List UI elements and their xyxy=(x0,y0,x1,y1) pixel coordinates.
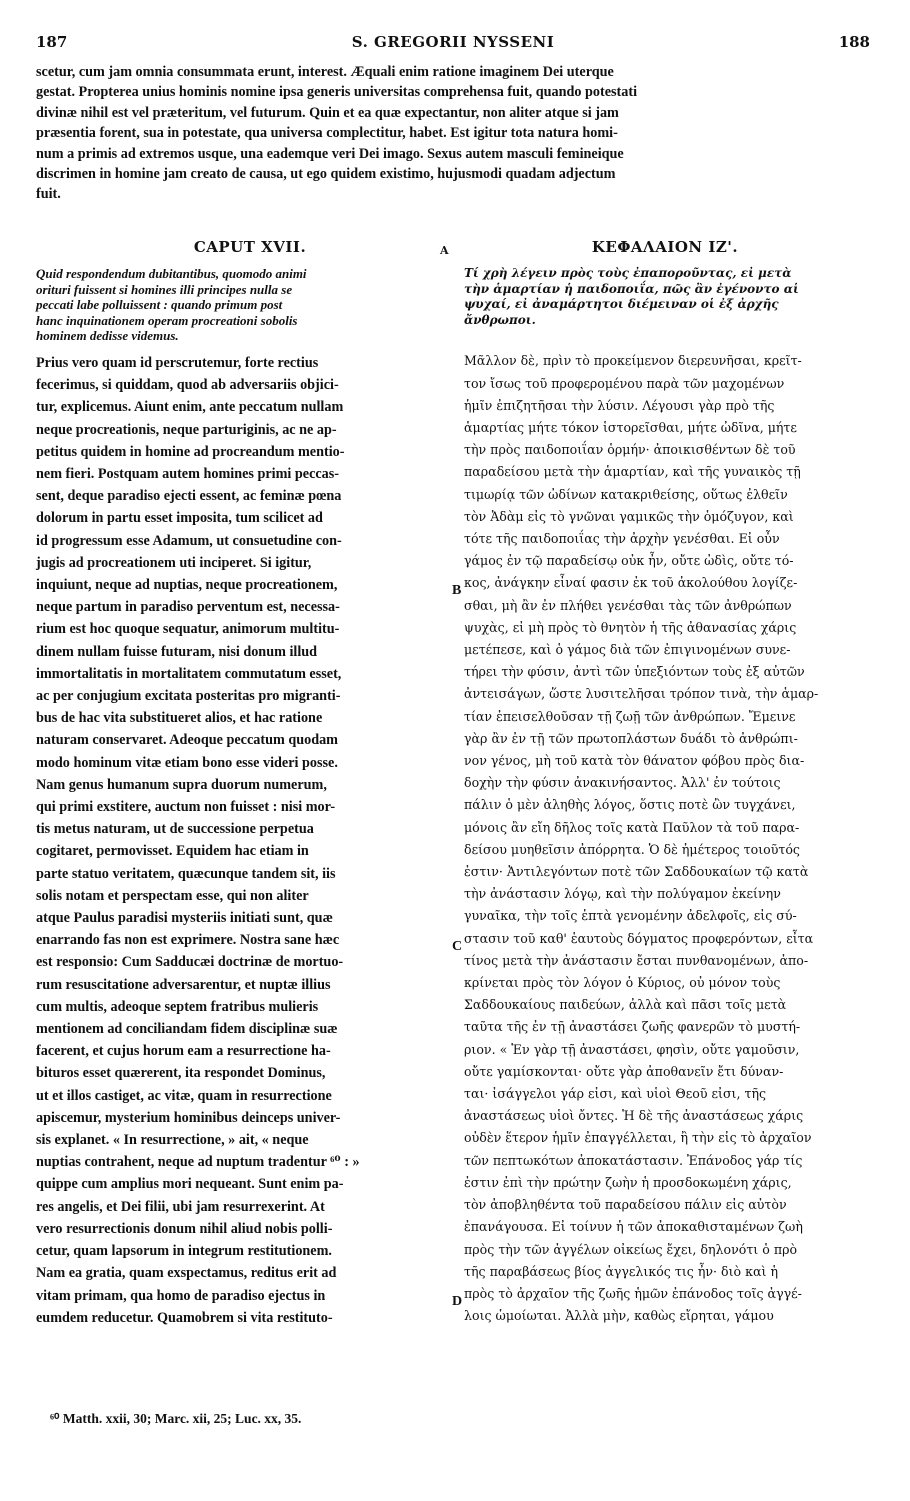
greek-text-line: τήρει τὴν φύσιν, ἀντὶ τῶν ὑπεξιόντων τοὺς ἐξ αὐτῶν xyxy=(464,664,805,680)
latin-text-line: rum resuscitatione adversarentur, et nuptæ illius xyxy=(36,976,331,993)
intro-line: scetur, cum jam omnia consummata erunt, interest. Æquali enim ratione imaginem Dei uterque xyxy=(36,64,614,80)
intro-paragraph xyxy=(36,62,871,205)
latin-summary-line: hanc inquinationem operam procreationi sobolis xyxy=(36,312,298,328)
latin-text-line: petitus quidem in homine ad procreandum mentio- xyxy=(36,443,345,460)
latin-summary-line: hominem dedisse videmus. xyxy=(36,328,179,344)
greek-summary-line: Τί χρὴ λέγειν πρὸς τοὺς ἐπαποροῦντας, εἰ μετὰ xyxy=(464,266,792,280)
latin-chapter-heading: CAPUT XVII. xyxy=(193,238,307,256)
greek-text-line: Μᾶλλον δὲ, πρὶν τὸ προκείμενον διερευνῆσαι, κρεῖτ- xyxy=(464,353,802,369)
latin-text-line: cum multis, adeoque septem fratribus mulieris xyxy=(36,998,319,1015)
latin-text-line: jugis ad procreationem uti inciperet. Si igitur, xyxy=(36,554,312,571)
greek-text-line: ἁμαρτίας μήτε τόκον ἱστορεῖσθαι, μήτε ὠδῖνα, μήτε xyxy=(464,419,797,435)
latin-text-line: eumdem reducetur. Quamobrem si vita restituto- xyxy=(36,1309,333,1326)
greek-text-line: τίαν ἐπεισελθοῦσαν τῇ ζωῇ τῶν ἀνθρώπων. Ἔμεινε xyxy=(464,708,796,724)
greek-text-line: στασιν τοῦ καθ' ἑαυτοὺς δόγματος προφερόντων, εἶτα xyxy=(464,930,814,946)
greek-text-line: τίνος μετὰ τὴν ἀνάστασιν ἔσται πυνθανομένων, ἀπο- xyxy=(464,952,809,968)
latin-text-line: sis explanet. « In resurrectione, » ait, « neque xyxy=(36,1132,309,1149)
latin-text-line: immortalitatis in mortalitatem commutatum esset, xyxy=(36,665,342,682)
latin-text-line: id progressum esse Adamum, ut consuetudine con- xyxy=(36,532,342,549)
greek-column xyxy=(464,266,874,1327)
greek-text-line: γὰρ ἂν ἐν τῇ τῶν πρωτοπλάστων δυάδι τὸ ἀνθρώπι- xyxy=(464,730,798,746)
latin-text-line: cetur, quam lapsorum in integrum restitutionem. xyxy=(36,1243,332,1260)
greek-text-line: τὸν Ἀδὰμ εἰς τὸ γνῶναι γαμικῶς τὴν ὁμόζυγον, καὶ xyxy=(464,508,794,524)
latin-text-line: Nam genus humanum supra duorum numerum, xyxy=(36,776,327,793)
greek-text-line: τὴν ἀνάστασιν λόγῳ, καὶ τὴν πολύγαμον ἐκείνην xyxy=(464,886,781,902)
latin-text-line: dinem nullam fuisse futuram, nisi donum illud xyxy=(36,643,318,660)
greek-summary-line: ψυχαί, εἰ ἀναμάρτητοι διέμειναν οἱ ἐξ ἀρχῆς xyxy=(464,297,779,312)
latin-text-line: mentionem ad conciliandam fidem disciplinæ suæ xyxy=(36,1021,338,1038)
latin-text-line: quippe cum amplius mori nequeant. Sunt enim pa- xyxy=(36,1176,344,1193)
greek-text-line: σθαι, μὴ ἂν ἐν πλήθει γενέσθαι τὰς τῶν ἀνθρώπων xyxy=(464,597,792,613)
greek-text-line: δοχὴν τὴν φύσιν ἀνακινήσαντος. Ἀλλ' ἐν τούτοις xyxy=(464,775,781,791)
latin-text-line: parte statuo veritatem, quæcunque tandem sit, iis xyxy=(36,865,336,882)
greek-text-line: τον ἴσως τοῦ προφερομένου παρὰ τῶν μαχομένων xyxy=(464,375,785,391)
running-title: S. GREGORII NYSSENI xyxy=(351,33,555,51)
latin-text-line: est responsio: Cum Sadducæi doctrinæ de mortuo- xyxy=(36,954,344,971)
greek-text-line: γυναῖκα, τὴν τοῖς ἑπτὰ γενομένην ἀδελφοῖς, εἰς σύ- xyxy=(464,908,797,924)
greek-text-line: τῶν πεπτωκότων ἀποκατάστασιν. Ἐπάνοδος γάρ τίς xyxy=(464,1152,803,1168)
latin-text-line: vero resurrectionis donum nihil aliud nobis polli- xyxy=(36,1220,333,1237)
latin-text-line: fecerimus, si quiddam, quod ab adversariis objici- xyxy=(36,377,339,394)
latin-text-line: cogitaret, permovisset. Equidem hac etiam in xyxy=(36,843,309,860)
greek-text-line: μετέπεσε, καὶ ὁ γάμος διὰ τῶν ἐπιγινομένων συνε- xyxy=(464,642,791,658)
greek-text-line: ψυχὰς, εἰ μὴ πρὸς τὸ θνητὸν ἡ τῆς ἀθανασίας χάρις xyxy=(464,619,797,635)
greek-text-line: πρὸς τὸ ἀρχαῖον τῆς ζωῆς ἡμῶν ἐπάνοδος τοῖς ἀγγέ- xyxy=(464,1285,802,1301)
latin-text-line: facerent, et cujus horum eam a resurrectione ha- xyxy=(36,1043,331,1060)
greek-text-line: τιμωρίᾳ τῶν ὠδίνων κατακριθείσης, οὕτως ἐλθεῖν xyxy=(464,486,788,502)
greek-summary-line: ἄνθρωποι. xyxy=(464,312,536,327)
greek-text-line: ται· ἰσάγγελοι γάρ εἰσι, καὶ υἱοὶ Θεοῦ εἰσι, τῆς xyxy=(464,1086,767,1102)
margin-letter-a: A xyxy=(440,244,449,257)
greek-summary xyxy=(464,266,874,328)
intro-line: gestat. Propterea unius hominis nomine ipsa generis universitas comprehensa fuit, quando potestati xyxy=(36,84,638,101)
greek-text-line: ἐστιν ἐπὶ τὴν πρώτην ζωὴν ἡ προσδοκωμένη χάρις, xyxy=(464,1174,792,1190)
greek-summary-line: τὴν ἁμαρτίαν ἡ παιδοποιΐα, πῶς ἂν ἐγένοντο αἱ xyxy=(464,281,799,296)
left-page-number: 187 xyxy=(36,33,68,51)
latin-text-line: tis metus naturam, ut de successione perpetua xyxy=(36,821,314,838)
latin-text-line: nuptias contrahent, neque ad nuptum tradentur ⁶⁰ : » xyxy=(36,1154,360,1171)
greek-text-line: πρὸς τὴν τῶν ἀγγέλων οἰκείως ἔχει, δηλονότι ὁ πρὸ xyxy=(464,1241,798,1257)
latin-text-line: inquiunt, neque ad nuptias, neque procreationem, xyxy=(36,577,338,593)
latin-summary-line: orituri fuissent si homines illi principes nulla se xyxy=(36,281,293,297)
latin-text-line: res angelis, et Dei filii, ubi jam resurrexerint. At xyxy=(36,1198,325,1215)
footnote: ⁶⁰ Matth. xxii, 30; Marc. xii, 25; Luc. xx, 35. xyxy=(50,1411,302,1426)
greek-text-line: ἐστιν· Ἀντιλεγόντων ποτὲ τῶν Σαδδουκαίων τῷ κατὰ xyxy=(464,864,809,880)
greek-body xyxy=(464,350,874,1327)
greek-text-line: τῆς παραβάσεως βίος ἀγγελικός τις ἦν· διὸ καὶ ἡ xyxy=(464,1263,778,1279)
greek-text-line: παραδείσου μετὰ τὴν ἁμαρτίαν, καὶ τῆς γυναικὸς τῇ xyxy=(464,464,801,480)
margin-letter-b: B xyxy=(452,583,462,598)
latin-summary-line: Quid respondendum dubitantibus, quomodo animi xyxy=(36,266,307,281)
margin-letter-c: C xyxy=(452,939,463,954)
latin-text-line: qui primi exstitere, auctum non fuisset : nisi mor- xyxy=(36,799,336,816)
latin-text-line: nem fieri. Postquam autem homines primi peccas- xyxy=(36,465,340,482)
greek-text-line: ἀναστάσεως υἱοὶ ὄντες. Ἡ δὲ τῆς ἀναστάσεως χάρις xyxy=(464,1108,804,1124)
intro-line: discrimen in homine jam creato de causa, ut ego quidem existimo, hujusmodi quadam adjectum xyxy=(36,166,616,183)
latin-text-line: enarrando fas non est exprimere. Nostra sane hæc xyxy=(36,932,340,949)
latin-column xyxy=(36,266,446,1329)
latin-body xyxy=(36,352,446,1329)
latin-text-line: solis notam et perspectam esse, qui non aliter xyxy=(36,887,309,904)
margin-letter-d: D xyxy=(452,1294,463,1309)
greek-text-line: ἀντεισάγων, ὥστε λυσιτελῆσαι τρόπον τινὰ, τὴν ἁμαρ- xyxy=(464,686,819,702)
latin-text-line: ac per conjugium excitata posteritas pro migranti- xyxy=(36,688,341,705)
greek-text-line: τὸν ἀποβληθέντα τοῦ παραδείσου πάλιν εἰς αὐτὸν xyxy=(464,1197,787,1213)
latin-text-line: naturam conservaret. Adeoque peccatum quodam xyxy=(36,732,338,749)
greek-text-line: πάλιν ὁ μὲν ἀληθὴς λόγος, ὅστις ποτὲ ὢν τυγχάνει, xyxy=(464,797,796,813)
greek-text-line: οὔτε γαμίσκονται· οὔτε γὰρ ἀποθανεῖν ἔτι δύναν- xyxy=(464,1063,784,1079)
greek-text-line: Σαδδουκαίους παιδεύων, ἀλλὰ καὶ πᾶσι τοῖς μετὰ xyxy=(464,997,787,1013)
greek-text-line: δείσου μυηθεῖσιν ἀπόρρητα. Ὁ δὲ ἡμέτερος τοιοῦτός xyxy=(464,841,800,857)
latin-text-line: modo hominum vitæ etiam bono esse videri posse. xyxy=(36,754,338,771)
latin-text-line: vitam primam, qua homo de paradiso ejectus in xyxy=(36,1287,326,1304)
latin-text-line: tur, explicemus. Aiunt enim, ante peccatum nullam xyxy=(36,399,344,416)
latin-text-line: neque procreationis, neque parturiginis, ac ne ap- xyxy=(36,421,337,438)
greek-text-line: νον γένος, μὴ τοῦ κατὰ τὸν θάνατον φόβου πρὸς δια- xyxy=(464,753,805,769)
greek-text-line: ἐπανάγουσα. Εἰ τοίνυν ἡ τῶν ἀποκαθισταμένων ζωὴ xyxy=(464,1219,803,1235)
latin-text-line: apiscemur, mysterium hominibus deinceps univer- xyxy=(36,1109,341,1126)
latin-text-line: sent, deque paradiso ejecti essent, ac feminæ pœna xyxy=(36,488,342,505)
greek-chapter-heading: ΚΕΦΑΛΑΙΟΝ ΙΖ'. xyxy=(591,238,739,256)
latin-text-line: dolorum in partu esset imposita, tum scilicet ad xyxy=(36,510,323,527)
greek-text-line: ταῦτα τῆς ἐν τῇ ἀναστάσει ζωῆς φανερῶν τὸ μυστή- xyxy=(464,1019,801,1035)
latin-text-line: neque partum in paradiso perventum est, necessa- xyxy=(36,599,340,616)
greek-text-line: κος, ἀνάγκην εἶναί φασιν ἐκ τοῦ ἀκολούθου λογίζε- xyxy=(464,575,798,591)
latin-text-line: bituros esset quærerent, ita respondet Dominus, xyxy=(36,1065,326,1082)
greek-text-line: γάμος ἐν τῷ παραδείσῳ οὐκ ἦν, οὔτε ὠδὶς, οὔτε τό- xyxy=(464,553,794,569)
intro-line: præsentia forent, sua in potestate, qua universa complectitur, habet. Est igitur tota natura homi- xyxy=(36,125,618,142)
greek-text-line: τὴν πρὸς παιδοποιΐαν ὁρμήν· ἀποικισθέντων δὲ τοῦ xyxy=(464,442,796,458)
latin-text-line: rium est hoc quoque sequatur, animorum multitu- xyxy=(36,621,340,638)
latin-text-line: Prius vero quam id perscrutemur, forte rectius xyxy=(36,354,319,371)
greek-text-line: ριον. « Ἐν γὰρ τῇ ἀναστάσει, φησὶν, οὔτε γαμοῦσιν, xyxy=(464,1041,800,1057)
greek-text-line: λοις ὡμοίωται. Ἀλλὰ μὴν, καθὼς εἴρηται, γάμου xyxy=(464,1308,774,1324)
intro-line: divinæ nihil est vel præteritum, vel futurum. Quin et ea quæ expectantur, non aliter atque si jam xyxy=(36,104,619,121)
running-header xyxy=(36,33,870,55)
latin-summary xyxy=(36,266,446,344)
greek-text-line: τότε τῆς παιδοποιΐας τὴν ἀρχὴν γενέσθαι. Εἰ οὖν xyxy=(464,531,780,546)
intro-line: fuit. xyxy=(36,186,61,203)
latin-summary-line: peccati labe polluissent : quando primum post xyxy=(36,297,283,313)
greek-text-line: κρίνεται πρὸς τὸν λόγον ὁ Κύριος, οὐ μόνον τοὺς xyxy=(464,975,781,991)
latin-text-line: Nam ea gratia, quam exspectamus, reditus erit ad xyxy=(36,1265,337,1282)
latin-text-line: atque Paulus paradisi mysteriis initiati sunt, quæ xyxy=(36,910,333,927)
latin-text-line: bus de hac vita substitueret alios, et hac ratione xyxy=(36,710,323,727)
greek-text-line: οὐδὲν ἕτερον ἡμῖν ἐπαγγέλλεται, ἢ τὴν εἰς τὸ ἀρχαῖον xyxy=(464,1130,812,1146)
latin-text-line: ut et illos castiget, ac vitæ, quam in resurrectione xyxy=(36,1087,332,1104)
intro-line: num a primis ad extremos usque, una eademque veri Dei imago. Sexus autem masculi femineique xyxy=(36,145,624,162)
greek-text-line: μόνοις ἂν εἴη δῆλος τοῖς κατὰ Παῦλον τὰ τοῦ παρα- xyxy=(464,819,800,835)
right-page-number: 188 xyxy=(838,33,870,51)
greek-text-line: ἡμῖν ἐπιζητῆσαι τὴν λύσιν. Λέγουσι γὰρ πρὸ τῆς xyxy=(464,397,775,413)
